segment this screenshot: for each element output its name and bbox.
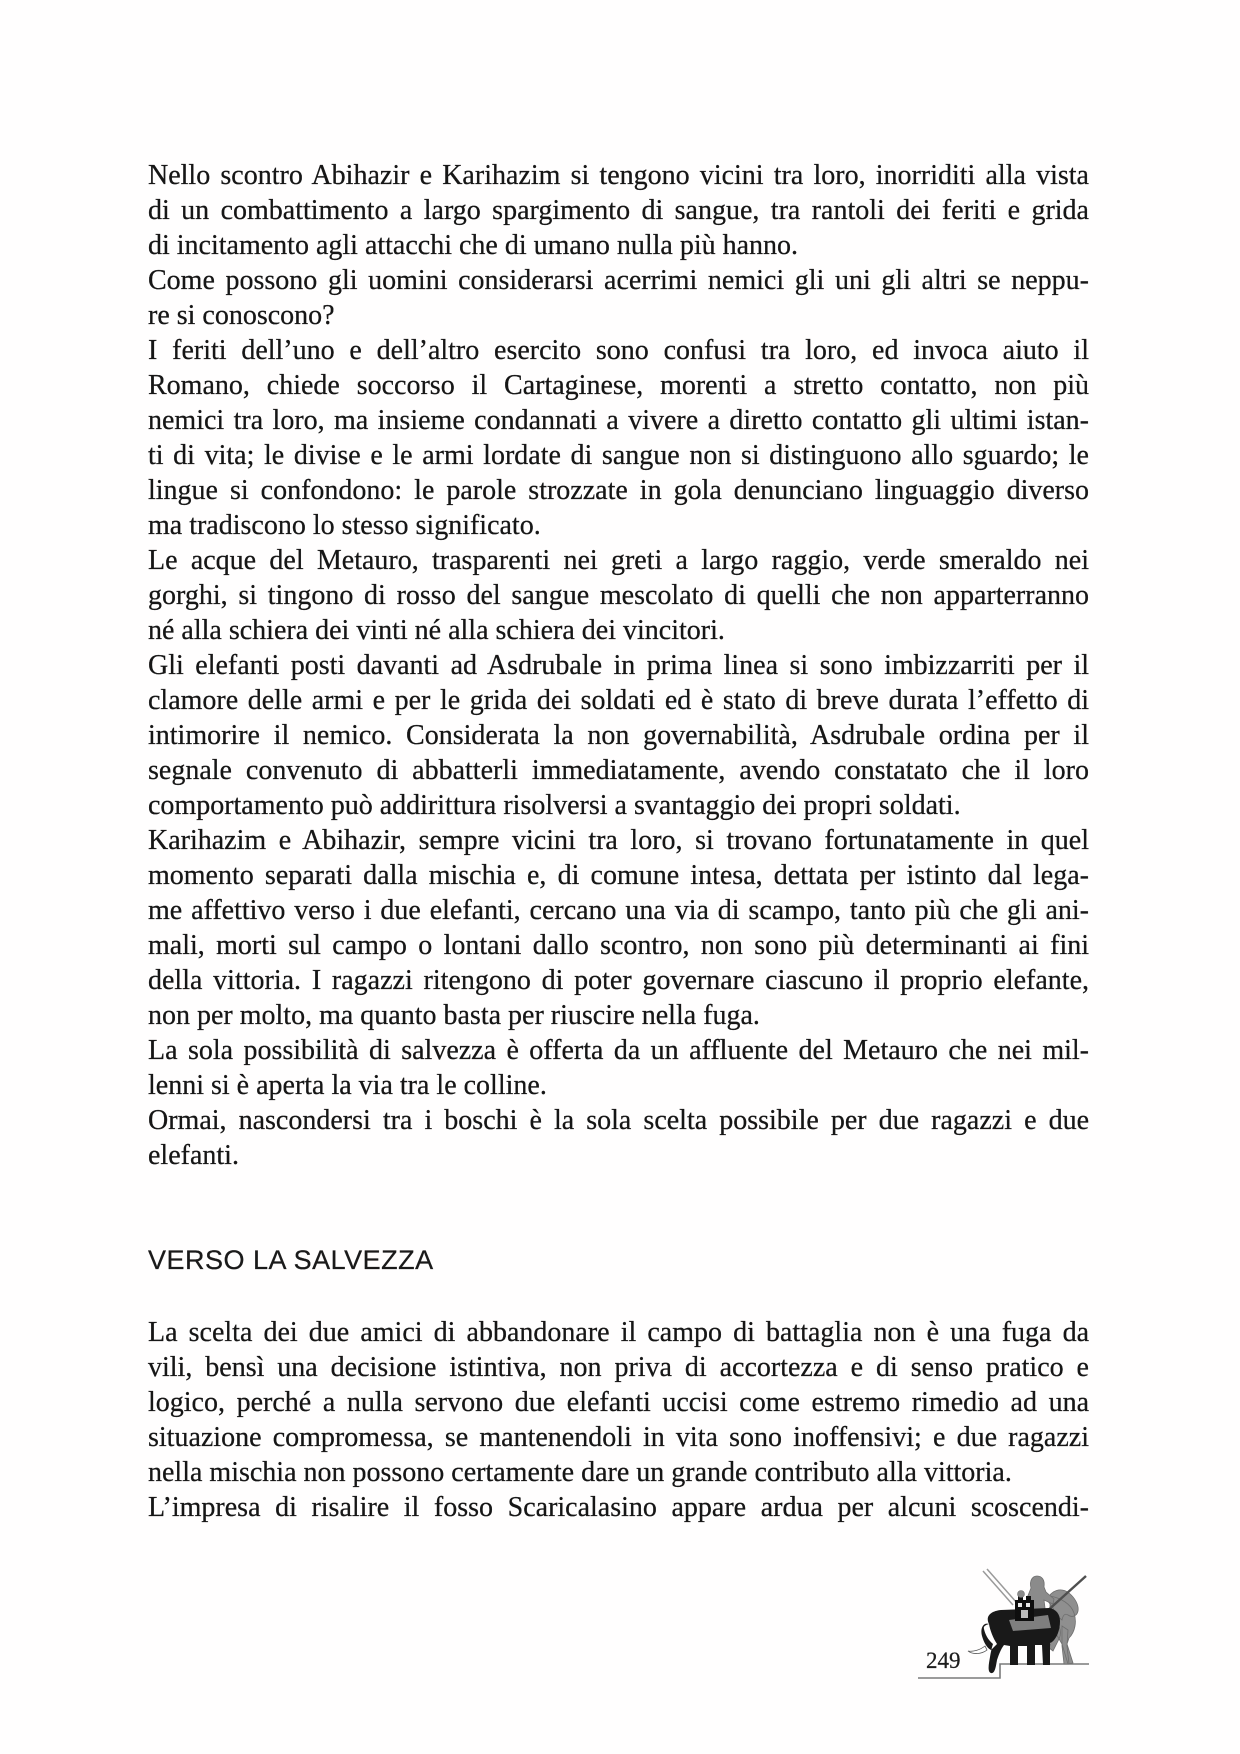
text-line: comportamento può addirittura risolversi a svantaggio dei propri soldati. (148, 790, 961, 821)
text-line: intimorire il nemico. Considerata la non governabilità, Asdrubale ordina per il (148, 720, 1089, 751)
paragraph (148, 263, 1089, 333)
paragraph (148, 1033, 1089, 1103)
paragraph (148, 158, 1089, 263)
text-line: ti di vita; le divise e le armi lordate di sangue non si distinguono allo sguardo; le (148, 440, 1089, 471)
paragraph (148, 1315, 1089, 1490)
war-elephant-illustration (955, 1550, 1100, 1685)
text-line: re si conoscono? (148, 300, 335, 331)
page-number: 249 (926, 1648, 961, 1673)
section-heading: VERSO LA SALVEZZA (148, 1245, 434, 1275)
text-line: segnale convenuto di abbatterli immediatamente, avendo constatato che il loro (148, 755, 1089, 786)
text-line: ma tradiscono lo stesso significato. (148, 510, 541, 541)
tower-window (1026, 1603, 1030, 1607)
text-line: Karihazim e Abihazir, sempre vicini tra loro, si trovano fortunatamente in quel (148, 825, 1089, 856)
text-line: I feriti dell’uno e dell’altro esercito sono confusi tra loro, ed invoca aiuto il (148, 335, 1089, 366)
section-1-paragraphs (148, 158, 1089, 1173)
text-line: Le acque del Metauro, trasparenti nei greti a largo raggio, verde smeraldo nei (148, 545, 1089, 576)
text-line: né alla schiera dei vinti né alla schiera dei vincitori. (148, 615, 725, 646)
mahout-head (1018, 1591, 1025, 1598)
tower-window (1018, 1603, 1022, 1607)
text-line: La scelta dei due amici di abbandonare il campo di battaglia non è una fuga da (148, 1317, 1089, 1348)
text-line: nella mischia non possono certamente dare un grande contributo alla vittoria. (148, 1457, 1012, 1488)
text-line: clamore delle armi e per le grida dei soldati ed è stato di breve durata l’effetto di (148, 685, 1089, 716)
text-line: Come possono gli uomini considerarsi acerrimi nemici gli uni gli altri se neppu- (148, 265, 1089, 296)
paragraph (148, 648, 1089, 823)
text-line: di un combattimento a largo spargimento di sangue, tra rantoli dei feriti e grida (148, 195, 1089, 226)
text-line: della vittoria. I ragazzi ritengono di poter governare ciascuno il proprio elefante, (148, 965, 1089, 996)
text-line: vili, bensì una decisione istintiva, non priva di accortezza e di senso pratico e (148, 1352, 1089, 1383)
text-line: Nello scontro Abihazir e Karihazim si tengono vicini tra loro, inorriditi alla vista (148, 160, 1089, 191)
text-line: nemici tra loro, ma insieme condannati a vivere a diretto contatto gli ultimi istan- (148, 405, 1089, 436)
tower-door (1021, 1610, 1028, 1618)
text-line: L’impresa di risalire il fosso Scaricalasino appare ardua per alcuni scoscendi- (148, 1492, 1089, 1523)
paragraph (148, 1490, 1089, 1525)
text-line: Romano, chiede soccorso il Cartaginese, morenti a stretto contatto, non più (148, 370, 1089, 401)
page-text-column (148, 158, 1089, 1525)
text-line: elefanti. (148, 1140, 239, 1171)
text-line: non per molto, ma quanto basta per riuscire nella fuga. (148, 1000, 760, 1031)
text-line: Ormai, nascondersi tra i boschi è la sola scelta possibile per due ragazzi e due (148, 1105, 1089, 1136)
paragraph (148, 333, 1089, 543)
text-line: situazione compromessa, se mantenendoli in vita sono inoffensivi; e due ragazzi (148, 1422, 1089, 1453)
section-2-paragraphs (148, 1315, 1089, 1525)
text-line: logico, perché a nulla servono due elefanti uccisi come estremo rimedio ad una (148, 1387, 1089, 1418)
tusk (968, 1646, 987, 1654)
paragraph (148, 823, 1089, 1033)
paragraph (148, 1103, 1089, 1173)
text-line: mali, morti sul campo o lontani dallo scontro, non sono più determinanti ai fini (148, 930, 1089, 961)
text-line: La sola possibilità di salvezza è offerta da un affluente del Metauro che nei mil- (148, 1035, 1089, 1066)
lances (983, 1569, 1017, 1605)
text-line: momento separati dalla mischia e, di comune intesa, dettata per istinto dal lega- (148, 860, 1089, 891)
text-line: Gli elefanti posti davanti ad Asdrubale in prima linea si sono imbizzarriti per il (148, 650, 1089, 681)
text-line: gorghi, si tingono di rosso del sangue mescolato di quelli che non apparterranno (148, 580, 1089, 611)
paragraph (148, 543, 1089, 648)
text-line: lingue si confondono: le parole strozzate in gola denunciano linguaggio diverso (148, 475, 1089, 506)
text-line: lenni si è aperta la via tra le colline. (148, 1070, 547, 1101)
text-line: me affettivo verso i due elefanti, cercano una via di scampo, tanto più che gli ani- (148, 895, 1089, 926)
text-line: di incitamento agli attacchi che di umano nulla più hanno. (148, 230, 799, 261)
